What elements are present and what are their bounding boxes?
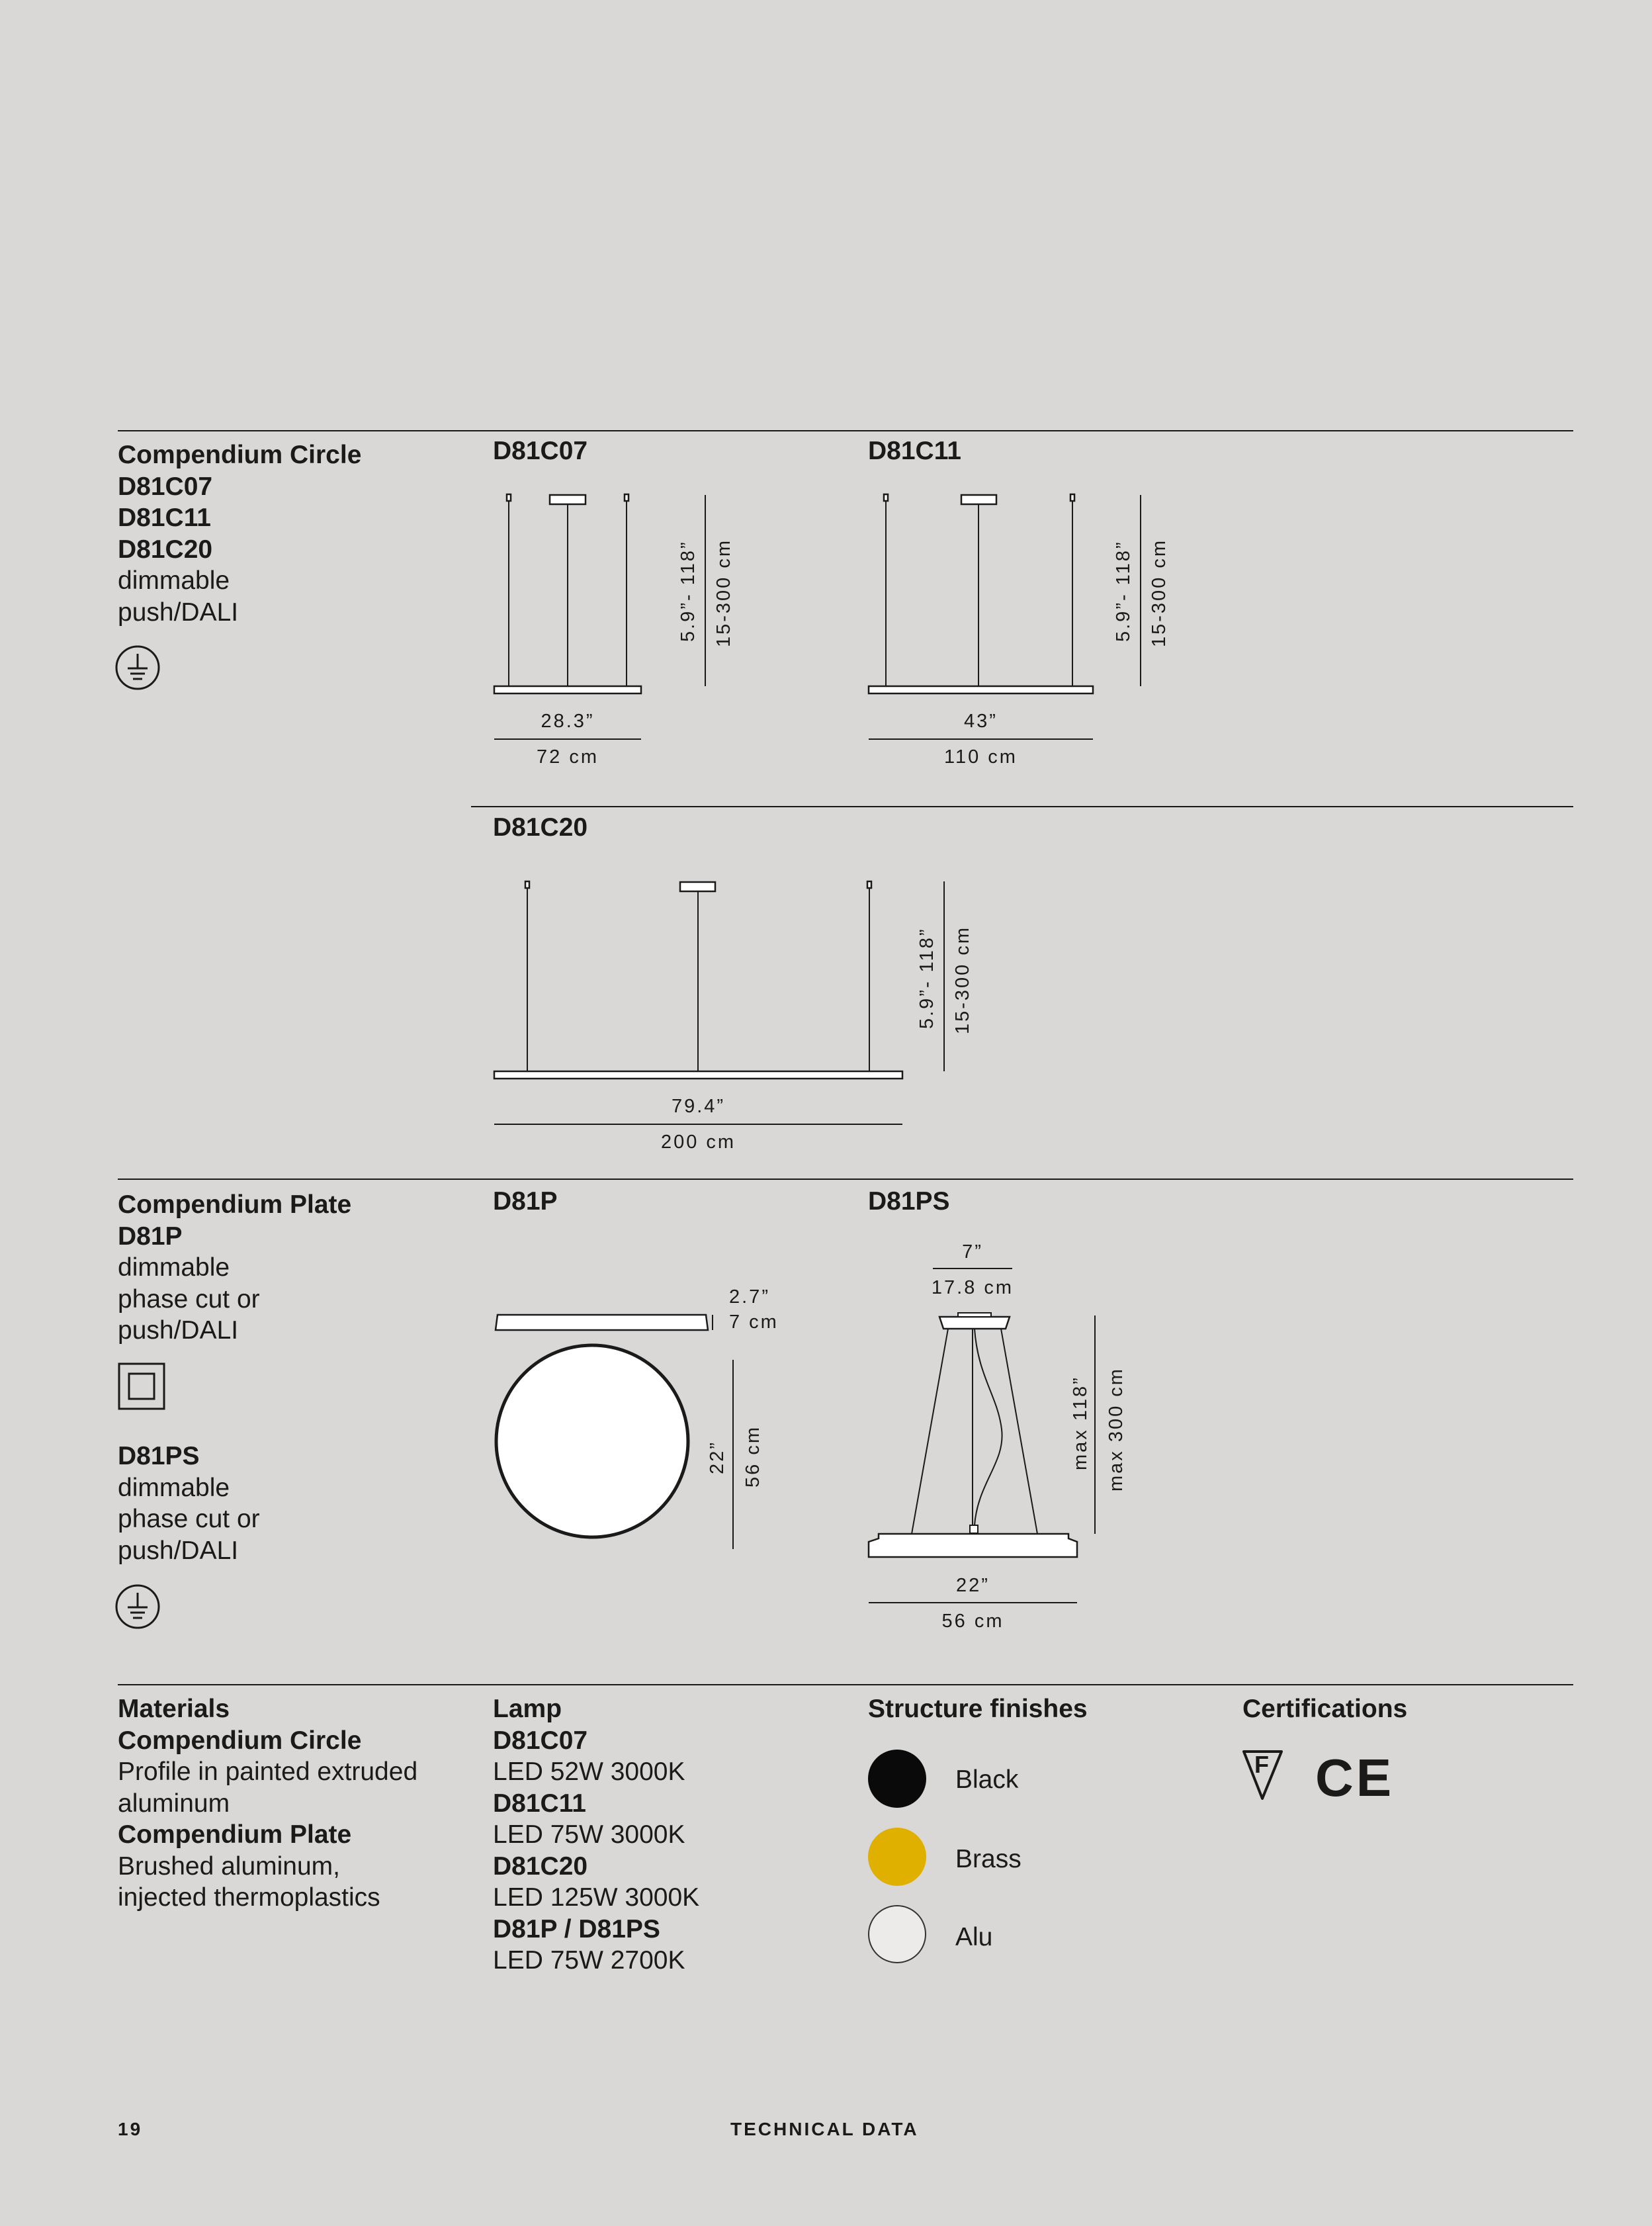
d81p-thickness-cm: 7 cm — [729, 1312, 779, 1333]
plate-info — [118, 1189, 351, 1347]
finish-label-black: Black — [955, 1765, 1019, 1794]
page-number: 19 — [118, 2119, 143, 2139]
finishes-heading: Structure finishes — [868, 1695, 1088, 1723]
section-title: TECHNICAL DATA — [730, 2119, 919, 2139]
circle-feature-2: push/DALI — [118, 598, 239, 627]
d81c11-width-cm: 110 cm — [944, 746, 1018, 768]
lamp-spec-1: LED 52W 3000K — [493, 1758, 685, 1786]
d81ps-height-cm: max 300 cm — [1106, 1367, 1127, 1491]
materials-heading: Materials — [118, 1695, 230, 1723]
lamp-spec-4: LED 75W 2700K — [493, 1946, 685, 1975]
circle-title: Compendium Circle — [118, 441, 362, 469]
section-divider-top — [118, 430, 1573, 431]
circle-model-1: D81C07 — [118, 472, 213, 501]
d81c20-width-in: 79.4” — [671, 1096, 726, 1117]
materials-plate-desc-2: injected thermoplastics — [118, 1883, 380, 1912]
d81c07-width-cm: 72 cm — [537, 746, 599, 768]
d81c07-height-in: 5.9”- 118” — [677, 540, 699, 642]
circle-model-2: D81C11 — [118, 504, 211, 532]
d81ps-canopy-cm: 17.8 cm — [931, 1277, 1014, 1298]
lamp-section — [493, 1693, 699, 1977]
d81c11-height-cm: 15-300 cm — [1149, 538, 1170, 647]
finish-label-brass: Brass — [955, 1845, 1022, 1873]
d81c11-height-in: 5.9”- 118” — [1113, 540, 1134, 642]
swatch-brass — [868, 1828, 926, 1886]
lamp-model-3: D81C20 — [493, 1851, 588, 1881]
lamp-model-4: D81P / D81PS — [493, 1914, 660, 1943]
certifications-heading: Certifications — [1242, 1695, 1408, 1723]
plate-p-feature-2: phase cut or — [118, 1284, 260, 1313]
d81c07-width-in: 28.3” — [541, 711, 595, 732]
d81c20-height-cm: 15-300 cm — [952, 925, 973, 1034]
section-divider-materials — [118, 1684, 1573, 1685]
materials-circle-title: Compendium Circle — [118, 1726, 362, 1755]
section-divider-plate — [118, 1179, 1573, 1180]
materials-section — [118, 1693, 417, 1914]
finish-label-alu: Alu — [955, 1923, 993, 1951]
ce-mark-icon: CE — [1315, 1748, 1395, 1807]
lamp-model-2: D81C11 — [493, 1789, 586, 1818]
plate-p-feature-1: dimmable — [118, 1253, 230, 1282]
plate-ps-feature-2: phase cut or — [118, 1505, 260, 1533]
d81ps-canopy-in: 7” — [962, 1241, 983, 1263]
d81p-label: D81P — [493, 1187, 558, 1216]
d81c20-height-in: 5.9”- 118” — [916, 927, 937, 1029]
materials-circle-desc-2: aluminum — [118, 1789, 230, 1818]
plate-ps-feature-3: push/DALI — [118, 1536, 239, 1565]
lamp-heading: Lamp — [493, 1695, 562, 1723]
d81ps-width-cm: 56 cm — [941, 1611, 1004, 1632]
d81ps-width-in: 22” — [956, 1575, 990, 1596]
d81c11-width-in: 43” — [964, 711, 998, 732]
plate-p-feature-3: push/DALI — [118, 1316, 239, 1345]
d81c07-label: D81C07 — [493, 437, 588, 465]
d81p-thickness-in: 2.7” — [729, 1286, 770, 1308]
materials-circle-desc-1: Profile in painted extruded — [118, 1758, 418, 1786]
d81c11-label: D81C11 — [868, 437, 961, 465]
d81ps-height-in: max 118” — [1070, 1376, 1091, 1470]
d81c20-label: D81C20 — [493, 813, 588, 842]
plate-title: Compendium Plate — [118, 1190, 352, 1219]
plate-model-p: D81P — [118, 1222, 183, 1251]
d81c07-height-cm: 15-300 cm — [713, 538, 734, 647]
d81p-diameter-cm: 56 cm — [742, 1425, 763, 1488]
materials-plate-desc-1: Brushed aluminum, — [118, 1851, 340, 1881]
d81p-diameter-in: 22” — [707, 1441, 728, 1474]
section-divider-c20 — [471, 806, 1573, 807]
d81ps-label: D81PS — [868, 1187, 950, 1216]
plate-ps-info — [118, 1441, 260, 1566]
circle-info — [118, 439, 361, 628]
lamp-spec-2: LED 75W 3000K — [493, 1820, 685, 1849]
circle-feature-1: dimmable — [118, 566, 230, 595]
swatch-black — [868, 1750, 926, 1808]
f-mark-letter: F — [1254, 1751, 1269, 1778]
circle-model-3: D81C20 — [118, 535, 213, 564]
plate-model-ps: D81PS — [118, 1442, 200, 1470]
swatch-alu — [868, 1905, 926, 1963]
lamp-model-1: D81C07 — [493, 1726, 588, 1755]
plate-ps-feature-1: dimmable — [118, 1473, 230, 1502]
d81c20-width-cm: 200 cm — [660, 1132, 736, 1153]
lamp-spec-3: LED 125W 3000K — [493, 1883, 700, 1912]
materials-plate-title: Compendium Plate — [118, 1820, 352, 1849]
